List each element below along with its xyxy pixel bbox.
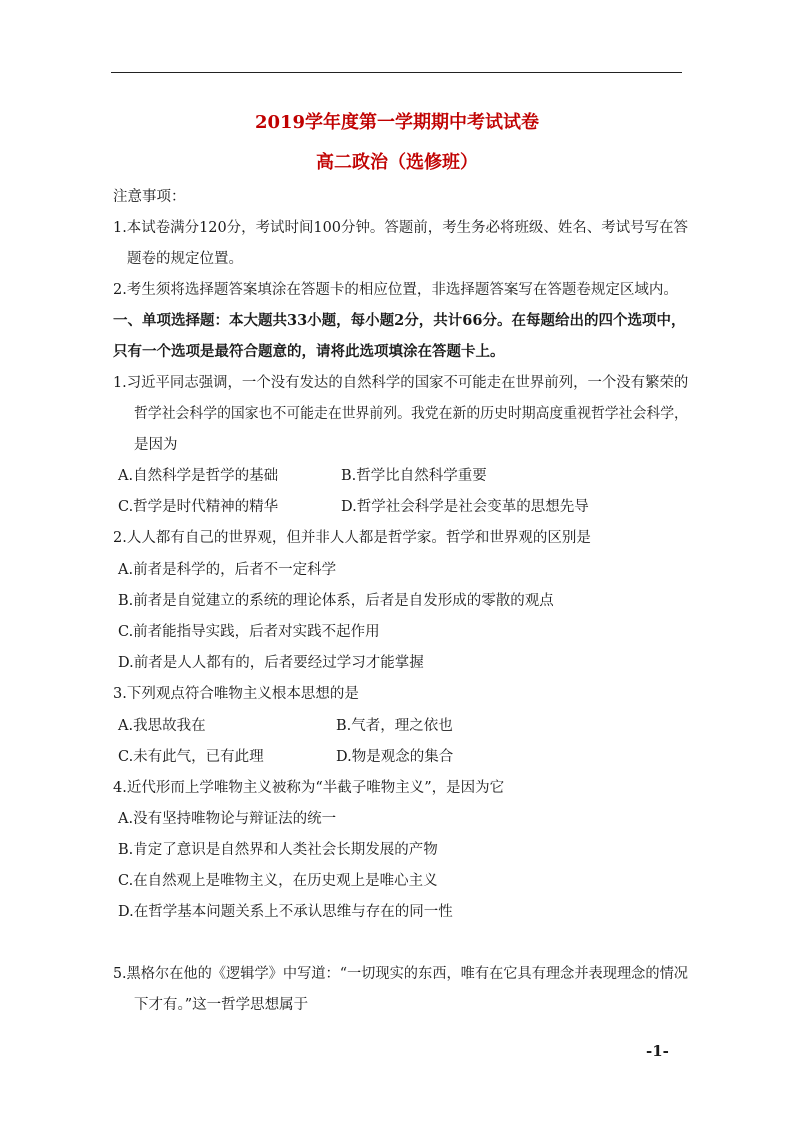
page-subtitle: 高二政治（选修班）	[316, 152, 478, 173]
option-d: D.物是观念的集合	[336, 749, 454, 765]
option-d: D.在哲学基本问题关系上不承认思维与存在的同一性	[118, 904, 453, 920]
question-2: 2.人人都有自己的世界观，但并非人人都是哲学家。哲学和世界观的区别是	[113, 530, 591, 546]
header-rule	[111, 72, 682, 73]
notice-item-1-cont: 题卷的规定位置。	[127, 251, 243, 267]
option-a: A.我思故我在	[118, 718, 206, 734]
question-1-cont: 是因为	[134, 437, 178, 453]
notice-item-2: 2.考生须将选择题答案填涂在答题卡的相应位置，非选择题答案写在答题卷规定区域内。	[113, 282, 678, 298]
notice-heading: 注意事项：	[113, 189, 186, 205]
page-number: -1-	[646, 1042, 669, 1060]
question-3: 3.下列观点符合唯物主义根本思想的是	[113, 686, 359, 702]
option-b: B.气者，理之依也	[336, 718, 453, 734]
option-b: B.前者是自觉建立的系统的理论体系，后者是自发形成的零散的观点	[118, 593, 554, 609]
question-5: 5.黑格尔在他的《逻辑学》中写道：“一切现实的东西，唯有在它具有理念并表现理念的情况	[113, 966, 689, 982]
option-c: C.未有此气，已有此理	[118, 749, 264, 765]
section-heading-cont: 只有一个选项是最符合题意的，请将此选项填涂在答题卡上。	[113, 343, 505, 360]
option-c: C.前者能指导实践，后者对实践不起作用	[118, 624, 380, 640]
option-d: D.前者是人人都有的，后者要经过学习才能掌握	[118, 655, 424, 671]
option-a: A.前者是科学的，后者不一定科学	[118, 562, 337, 578]
option-a: A.没有坚持唯物论与辩证法的统一	[118, 811, 337, 827]
question-1: 1.习近平同志强调，一个没有发达的自然科学的国家不可能走在世界前列，一个没有繁荣的	[113, 375, 689, 391]
section-heading: 一、单项选择题：本大题共33小题，每小题2分，共计66分。在每题给出的四个选项中，	[113, 312, 686, 329]
question-1-cont: 哲学社会科学的国家也不可能走在世界前列。我党在新的历史时期高度重视哲学社会科学，	[134, 406, 688, 422]
option-b: B.哲学比自然科学重要	[341, 468, 487, 484]
question-5-cont: 下才有。”这一哲学思想属于	[134, 997, 309, 1013]
option-d: D.哲学社会科学是社会变革的思想先导	[341, 499, 589, 515]
option-c: C.哲学是时代精神的精华	[118, 499, 279, 515]
option-a: A.自然科学是哲学的基础	[118, 468, 279, 484]
option-c: C.在自然观上是唯物主义，在历史观上是唯心主义	[118, 873, 438, 889]
option-b: B.肯定了意识是自然界和人类社会长期发展的产物	[118, 842, 438, 858]
question-4: 4.近代形而上学唯物主义被称为“半截子唯物主义”，是因为它	[113, 780, 505, 796]
page-title: 2019学年度第一学期期中考试试卷	[254, 112, 540, 133]
notice-item-1: 1.本试卷满分120分，考试时间100分钟。答题前，考生务必将班级、姓名、考试号写在答	[113, 220, 688, 236]
